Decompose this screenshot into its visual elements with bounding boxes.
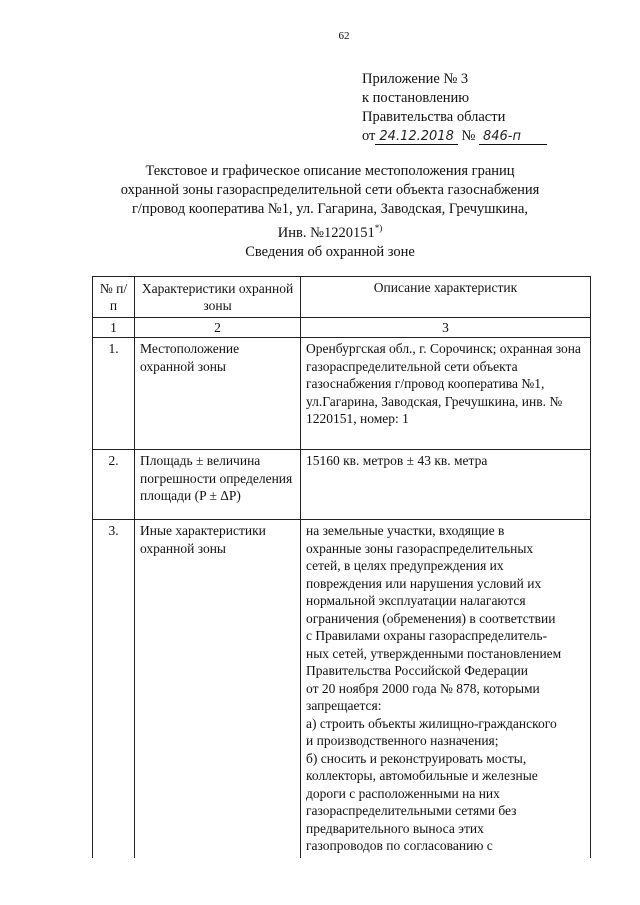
title-line-2: охранной зоны газораспределительной сети объекта газоснабжения [120,182,540,198]
description-line: с Правилами охраны газораспределитель- [306,628,548,643]
page-bottom-edge [0,858,640,905]
description-line: дороги с расположенными на них [306,785,500,801]
description-line: коллекторы, автомобильные и железные [306,768,538,783]
row-number: 2. [93,450,135,520]
description-line: охранные зоны газораспределительных [306,540,534,556]
index-cell-3: 3 [301,318,591,338]
description-line: и производственного назначения; [306,733,499,748]
description-line: а) строить объекты жилищно-гражданского [306,715,557,731]
description-line: б) сносить и реконструировать мосты, [306,750,527,766]
appendix-line-2: к постановлению [362,90,470,106]
title-line-1: Текстовое и графическое описание местоположения границ [145,163,515,179]
appendix-line-3: Правительства области [362,109,506,125]
table-row [93,338,591,450]
date-prefix: от [362,128,376,144]
appendix-line-1: Приложение № 3 [362,71,469,87]
row-characteristic: Местоположение охранной зоны [135,338,301,450]
title-footnote-mark: *) [374,223,383,233]
row-characteristic: Иные характеристики охранной зоны [135,520,301,875]
row-description [301,520,591,875]
description-line: газопроводов по согласованию с [306,838,493,853]
table-row [93,450,591,520]
description-line: повреждения или нарушения условий их [306,575,542,591]
zone-table [92,276,591,875]
description-line: предварительного выноса этих [306,820,484,836]
description-line: нормальной эксплуатации налагаются [306,593,526,608]
index-cell-2: 2 [135,318,301,338]
description-line: ных сетей, утвержденными постановлением [306,645,562,661]
appendix-block [362,70,547,146]
header-num: № п/п [93,277,135,318]
description-line: Правительства Российской Федерации [306,663,528,678]
description-line: на земельные участки, входящие в [306,523,505,538]
table-header-row [93,277,591,318]
section-subtitle: Сведения об охранной зоне [245,244,415,260]
description-line: ограничения (обременения) в соответствии [306,610,556,626]
handwritten-number: 846-п [479,129,547,145]
title-line-4 [100,219,560,243]
row-characteristic: Площадь ± величина погрешности определения площади (P ± ΔP) [135,450,301,520]
appendix-date-line [362,127,547,146]
header-description: Описание характеристик [301,277,591,318]
description-line: от 20 ноября 2000 года № 878, которыми [306,680,540,696]
title-line-3: г/провод кооператива №1, ул. Гагарина, Заводская, Гречушкина, [131,201,529,217]
number-prefix: № [461,128,476,144]
header-characteristics: Характеристики охранной зоны [135,277,301,318]
page-number: 62 [338,30,350,42]
row-description: 15160 кв. метров ± 43 кв. метра [301,450,591,520]
table-row [93,520,591,875]
index-cell-1: 1 [93,318,135,338]
row-description: Оренбургская обл., г. Сорочинск; охранная зона газораспределительной сети объекта газоснабжения г/провод кооператива №1, ул.Гагарина, Заводская, Гречушкина, инв. № 1220151, номер: 1 [301,338,591,450]
description-line: запрещается: [306,698,382,713]
row-number: 3. [93,520,135,875]
description-line: сетей, в целях предупреждения их [306,558,504,573]
handwritten-date: 24.12.2018 [375,129,457,145]
description-line: газораспределительными сетями без [306,803,517,818]
row-number: 1. [93,338,135,450]
table-index-row [93,318,591,338]
document-title [100,162,560,243]
title-inventory: Инв. №1220151 [277,224,375,241]
